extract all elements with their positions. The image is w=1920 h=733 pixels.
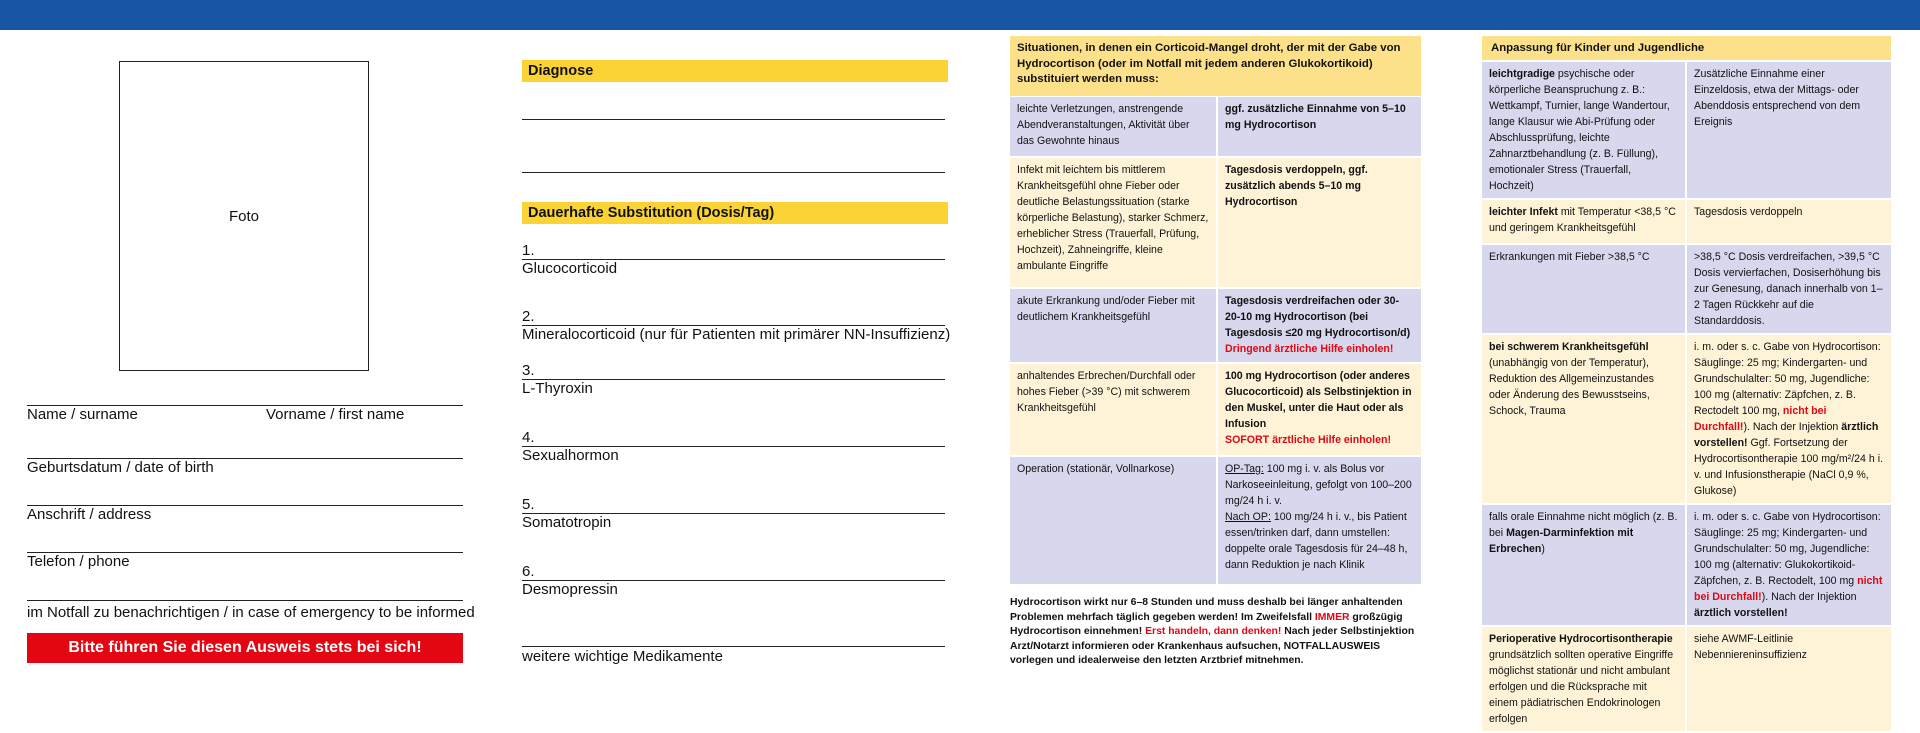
children-adjustment-header: Anpassung für Kinder und Jugendliche <box>1482 36 1891 60</box>
corticoid-situations-table <box>1010 97 1423 586</box>
situation-text: mit Temperatur <38,5 °C und geringem Krankheitsgefühl <box>1489 206 1676 234</box>
table-row <box>1482 505 1893 627</box>
situation-text: ) <box>1541 543 1545 555</box>
op-day-label: OP-Tag: <box>1225 463 1264 475</box>
action-text: ). Nach der Injektion <box>1761 591 1857 603</box>
action-text: Tagesdosis verdreifachen oder 30-20-10 mg Hydrocortison (bei Tagesdosis ≤20 mg Hydrocortison/d) <box>1225 295 1411 339</box>
item-number: 6. <box>522 563 535 580</box>
urgent-help-text: Dringend ärztliche Hilfe einholen! <box>1225 343 1394 355</box>
phone-label: Telefon / phone <box>27 553 130 570</box>
photo-label: Foto <box>228 207 259 225</box>
action-text: i. m. oder s. c. Gabe von Hydrocortison: Säuglinge: 25 mg; Kindergarten- und Grundschulalter: 50 mg, Jugendliche: 100 mg (alternativ: Zäpfchen, z. B. Rectodelt 100 mg, <box>1694 341 1881 417</box>
other-meds-label: weitere wichtige Medikamente <box>522 648 723 665</box>
see-doctor-text: ärztlich vorstellen! <box>1694 607 1788 619</box>
urgent-help-text: SOFORT ärztliche Hilfe einholen! <box>1225 434 1391 446</box>
situation-cell <box>1482 627 1687 733</box>
action-cell: ggf. zusätzliche Einnahme von 5–10 mg Hydrocortison <box>1218 97 1423 158</box>
action-text: ). Nach der Injektion <box>1743 421 1842 433</box>
item-number: 2. <box>522 308 535 325</box>
no-diarrhea-warning: nicht bei Durchfall! <box>1694 575 1883 603</box>
table-row <box>1010 289 1423 364</box>
action-text: 100 mg Hydrocortison (oder anderes Glucocorticoid) als Selbstinjektion in den Muskel, unter die Haut oder als Infusion <box>1225 370 1412 430</box>
item-label: Sexualhormon <box>522 447 619 464</box>
action-cell <box>1687 505 1893 627</box>
situation-text: psychische oder körperliche Beanspruchung z. B.: Wettkampf, Turnier, lange Wandertour, lange Klausur wie Abi-Prüfung oder Abschlussprüfung, leichte Zahnarztbehandlung (z. B. Füllung), emotionaler Stress (Trauerfall, Hochzeit) <box>1489 68 1670 192</box>
table-row <box>1482 200 1893 245</box>
table-row <box>1010 457 1423 586</box>
item-label: L-Thyroxin <box>522 380 593 397</box>
situation-emphasis: leichtgradige <box>1489 68 1555 80</box>
note-emphasis: IMMER <box>1314 611 1350 623</box>
situation-text: grundsätzlich sollten operative Eingriffe möglichst stationär und nicht ambulant erfolgen und die Rücksprache mit einem pädiatrischen Endokrinologen erfolgen <box>1489 649 1674 725</box>
hydrocortisone-note <box>1010 596 1425 669</box>
item-number: 1. <box>522 242 535 259</box>
table-row <box>1482 245 1893 335</box>
situation-text: (unabhängig von der Temperatur), Reduktion des Allgemeinzustandes oder Änderung des Bewusstseins, Schock, Trauma <box>1489 357 1654 417</box>
substitution-header: Dauerhafte Substitution (Dosis/Tag) <box>522 202 948 224</box>
first-name-label: Vorname / first name <box>266 406 405 423</box>
note-text: Hydrocortison wirkt nur 6–8 Stunden und muss deshalb bei länger anhaltenden Problemen mehrfach täglich gegeben werden! Im Zweifelsfall <box>1010 597 1403 623</box>
situation-cell: anhaltendes Erbrechen/Durchfall oder hohes Fieber (>39 °C) mit schwerem Krankheitsgefühl <box>1010 364 1218 457</box>
action-cell: Tagesdosis verdoppeln <box>1687 200 1893 245</box>
situation-emphasis: Magen-Darminfektion mit Erbrechen <box>1489 527 1634 555</box>
see-doctor-text: ärztlich vorstellen! <box>1694 421 1879 449</box>
photo-box <box>119 61 369 371</box>
situation-emphasis: leichter Infekt <box>1489 206 1558 218</box>
item-label: Somatotropin <box>522 514 612 531</box>
situation-cell <box>1482 335 1687 505</box>
action-cell <box>1218 289 1423 364</box>
diagnosis-header: Diagnose <box>522 60 948 82</box>
emergency-line <box>27 600 463 601</box>
situation-emphasis: bei schwerem Krankheitsgefühl <box>1489 341 1649 353</box>
diagnosis-line <box>522 172 945 173</box>
other-meds-line <box>522 646 945 647</box>
situation-cell: Erkrankungen mit Fieber >38,5 °C <box>1482 245 1687 335</box>
after-op-label: Nach OP: <box>1225 511 1271 523</box>
name-label: Name / surname <box>27 406 138 423</box>
corticoid-situations-header: Situationen, in denen ein Corticoid-Mangel droht, der mit der Gabe von Hydrocortison (oder im Notfall mit jedem anderen Glukokortikoid) substituiert werden muss: <box>1010 36 1421 96</box>
item-label: Mineralocorticoid (nur für Patienten mit primärer NN-Insuffizienz) <box>522 326 951 343</box>
situation-cell: leichte Verletzungen, anstrengende Abendveranstaltungen, Aktivität über das Gewohnte hinaus <box>1010 97 1218 158</box>
situation-cell <box>1482 505 1687 627</box>
action-text: Ggf. Fortsetzung der Hydrocortisontherapie 100 mg/m²/24 h i. v. und Infusionstherapie (NaCl 0,9 %, Glukose) <box>1694 437 1884 497</box>
item-label: Glucocorticoid <box>522 260 618 277</box>
table-row <box>1482 62 1893 200</box>
note-text: Nach jeder Selbstinjektion Arzt/Notarzt informieren oder Krankenhaus aufsuchen, NOTFALLAUSWEIS vorlegen und idealerweise den letzten Arztbrief mitnehmen. <box>1010 626 1415 666</box>
carry-card-warning: Bitte führen Sie diesen Ausweis stets bei sich! <box>27 633 463 663</box>
diagnosis-line <box>522 119 945 120</box>
action-cell: siehe AWMF-Leitlinie Nebenniereninsuffizienz <box>1687 627 1893 733</box>
situation-text: falls orale Einnahme nicht möglich (z. B. bei <box>1489 511 1678 539</box>
children-adjustment-table <box>1482 62 1893 733</box>
action-cell: Tagesdosis verdoppeln, ggf. zusätzlich abends 5–10 mg Hydrocortison <box>1218 158 1423 289</box>
op-day-text: 100 mg i. v. als Bolus vor Narkoseeinleitung, gefolgt von 100–200 mg/24 h i. v. <box>1225 463 1412 507</box>
situation-cell: Infekt mit leichtem bis mittlerem Krankheitsgefühl ohne Fieber oder deutliche Belastungssituation (starke körperliche Belastung), starker Schmerz, erheblicher Stress (Trauerfall, Prüfung, Hochzeit), Zahneingriffe, kleine ambulante Eingriffe <box>1010 158 1218 289</box>
situation-cell <box>1482 200 1687 245</box>
table-row <box>1010 364 1423 457</box>
after-op-text: 100 mg/24 h i. v., bis Patient essen/trinken darf, dann umstellen: doppelte orale Tagesdosis für 24–48 h, dann Reduktion je nach Klinik <box>1225 511 1408 571</box>
table-row <box>1010 158 1423 289</box>
item-label: Desmopressin <box>522 581 618 598</box>
top-blue-bar <box>0 0 1920 30</box>
situation-cell <box>1482 62 1687 200</box>
emergency-label: im Notfall zu benachrichtigen / in case of emergency to be informed <box>27 604 475 621</box>
item-number: 4. <box>522 429 535 446</box>
note-text: großzügig Hydrocortison einnehmen! <box>1010 611 1403 637</box>
note-emphasis: Erst handeln, dann denken! <box>1145 626 1282 637</box>
situation-emphasis: Perioperative Hydrocortisontherapie <box>1489 633 1673 645</box>
action-text: i. m. oder s. c. Gabe von Hydrocortison: Säuglinge: 25 mg; Kindergarten- und Grundschulalter: 50 mg, Jugendliche: 100 mg (alternativ: Glukokortikoid-Zäpfchen, z. B. Rectodelt, 100 mg <box>1694 511 1881 587</box>
situation-cell: Operation (stationär, Vollnarkose) <box>1010 457 1218 586</box>
action-cell: Zusätzliche Einnahme einer Einzeldosis, etwa der Mittags- oder Abenddosis entsprechend von dem Ereignis <box>1687 62 1893 200</box>
action-cell: >38,5 °C Dosis verdreifachen, >39,5 °C Dosis vervierfachen, Dosiserhöhung bis zur Genesung, danach innerhalb von 1–2 Tagen Rückkehr auf die Standarddosis. <box>1687 245 1893 335</box>
dob-label: Geburtsdatum / date of birth <box>27 459 214 476</box>
no-diarrhea-warning: nicht bei Durchfall! <box>1694 405 1827 433</box>
table-row <box>1010 97 1423 158</box>
action-cell <box>1687 335 1893 505</box>
action-cell <box>1218 457 1423 586</box>
table-row <box>1482 335 1893 505</box>
situation-cell: akute Erkrankung und/oder Fieber mit deutlichem Krankheitsgefühl <box>1010 289 1218 364</box>
action-cell <box>1218 364 1423 457</box>
table-row <box>1482 627 1893 733</box>
address-label: Anschrift / address <box>27 506 152 523</box>
item-number: 3. <box>522 362 535 379</box>
item-number: 5. <box>522 496 535 513</box>
